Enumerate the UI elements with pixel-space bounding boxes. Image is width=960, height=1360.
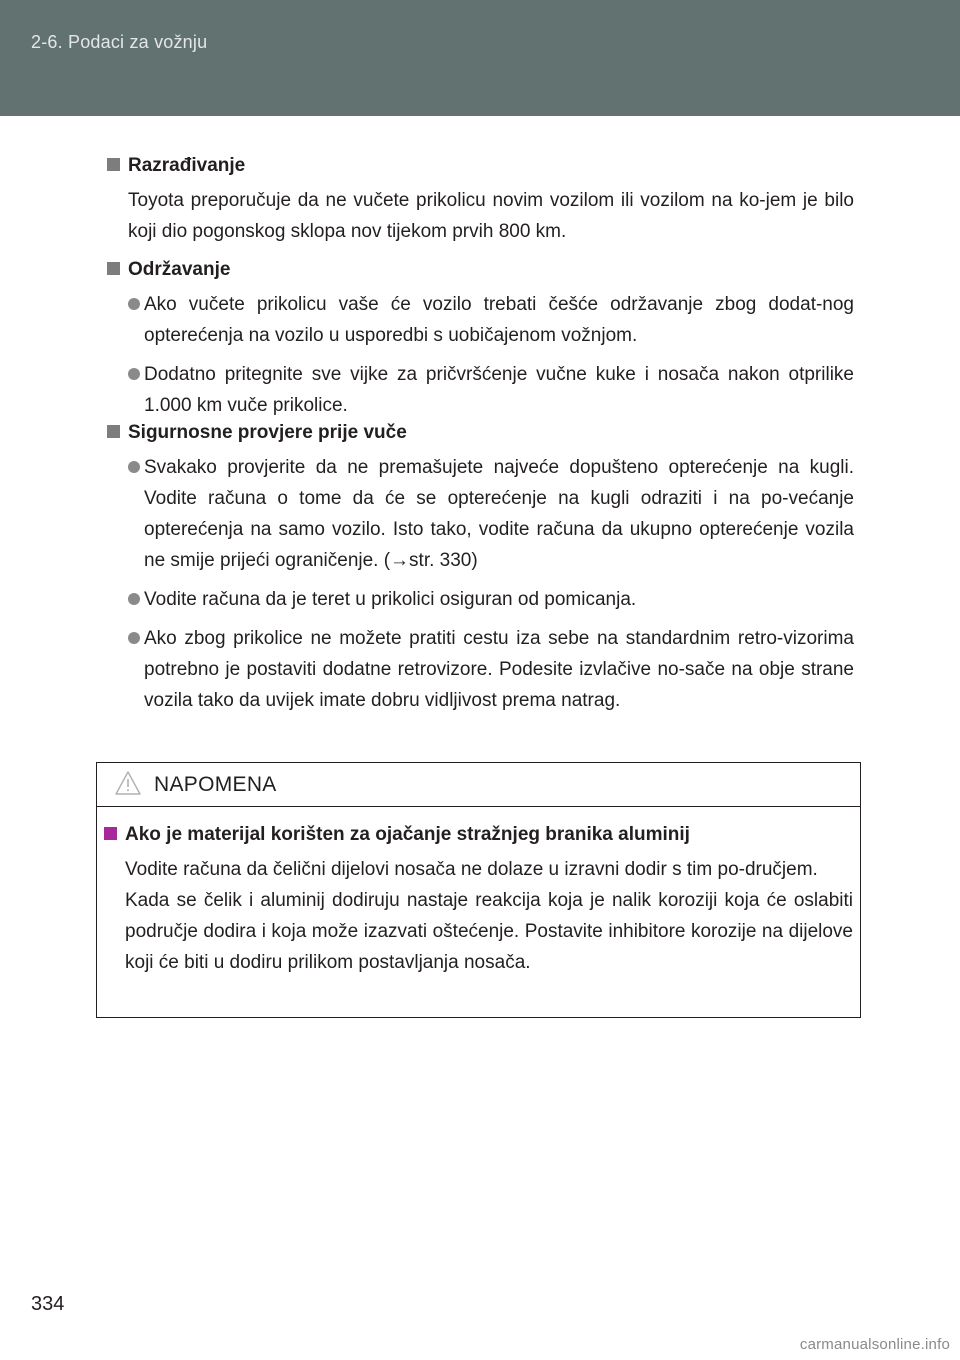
section-maintenance <box>106 254 854 429</box>
section-safety-checks <box>106 417 854 724</box>
list-item <box>106 452 854 576</box>
square-bullet-icon <box>104 827 117 840</box>
section-title <box>106 417 854 448</box>
list-item <box>106 289 854 351</box>
list-item-text: Ako vučete prikolicu vaše će vozilo trebati češće održavanje zbog dodat-nog opterećenja na vozilo u usporedbi s uobičajenom vožnjom. <box>144 294 854 346</box>
note-subtitle-text: Ako je materijal korišten za ojačanje stražnjeg branika aluminij <box>125 824 690 845</box>
section-title-text: Održavanje <box>128 259 231 280</box>
list-item-text: Dodatno pritegnite sve vijke za pričvršćenje vučne kuke i nosača nakon otprilike 1.000 km vuče prikolice. <box>144 364 854 416</box>
note-subtitle <box>103 819 853 850</box>
note-paragraph: Kada se čelik i aluminij dodiruju nastaje reakcija koja je nalik koroziji koja će oslabiti područje dodira i koja može izazvati oštećenje. Postavite inhibitore korozije na dijelove koji će biti u dodiru prilikom postavljanja nosača. <box>125 890 853 973</box>
chapter-title: 2-6. Podaci za vožnju <box>31 32 208 52</box>
section-title <box>106 150 854 181</box>
page-number: 334 <box>31 1293 65 1315</box>
section-title-text: Razrađivanje <box>128 155 246 176</box>
note-header <box>97 763 860 807</box>
round-bullet-icon <box>128 461 140 473</box>
list-item <box>106 359 854 421</box>
list-item-text: Svakako provjerite da ne premašujete najveće dopušteno opterećenje na kugli. Vodite računa o tome da će se opterećenje na kugli odraziti i na po-većanje opterećenja na samo vozilo. Isto tako, vodite računa da ukupno opterećenje vozila ne smije prijeći ograničenje. (→str. 330) <box>144 457 854 571</box>
round-bullet-icon <box>128 593 140 605</box>
square-bullet-icon <box>107 262 120 275</box>
round-bullet-icon <box>128 632 140 644</box>
note-title: NAPOMENA <box>154 773 277 796</box>
square-bullet-icon <box>107 425 120 438</box>
list-item-text: Vodite računa da je teret u prikolici osiguran od pomicanja. <box>144 589 637 610</box>
square-bullet-icon <box>107 158 120 171</box>
warning-triangle-icon <box>115 771 141 795</box>
section-title <box>106 254 854 285</box>
list-item <box>106 623 854 716</box>
section-title-text: Sigurnosne provjere prije vuče <box>128 422 407 443</box>
watermark: carmanualsonline.info <box>799 1336 950 1353</box>
note-paragraph: Vodite računa da čelični dijelovi nosača ne dolaze u izravni dodir s tim po-dručjem. <box>125 859 818 880</box>
round-bullet-icon <box>128 368 140 380</box>
section-break-in <box>106 150 854 247</box>
list-item <box>106 584 854 615</box>
page-header <box>0 0 960 116</box>
section-text: Toyota preporučuje da ne vučete prikolicu novim vozilom ili vozilom na ko-jem je bilo koji dio pogonskog sklopa nov tijekom prvih 800 km. <box>128 190 854 242</box>
note-box <box>96 762 861 1018</box>
list-item-text: Ako zbog prikolice ne možete pratiti cestu iza sebe na standardnim retro-vizorima potrebno je postaviti dodatne retrovizore. Podesite izvlačive no-sače na obje strane vozila tako da uvijek imate dobru vidljivost prema natrag. <box>144 628 854 711</box>
note-body <box>103 819 853 978</box>
round-bullet-icon <box>128 298 140 310</box>
